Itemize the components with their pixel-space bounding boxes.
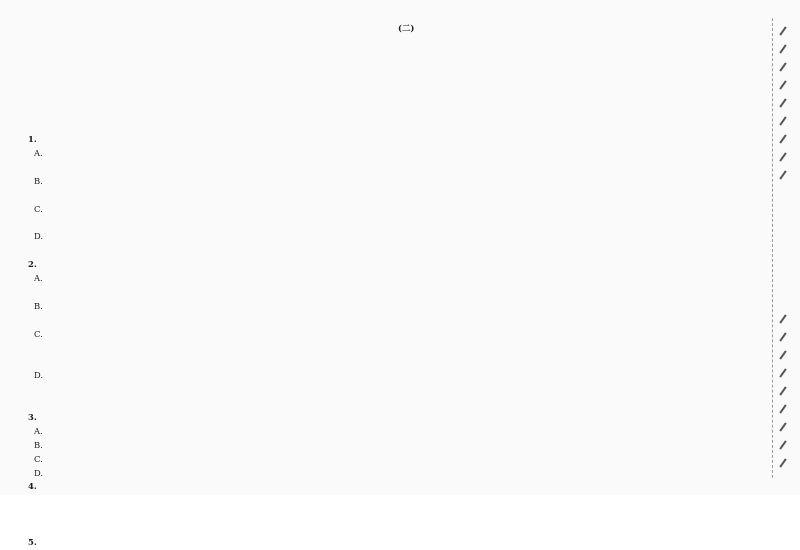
passage-line [398, 139, 764, 153]
passage-line [398, 320, 764, 334]
binding-dash-mark [779, 152, 786, 161]
question-5 [28, 536, 384, 550]
question-1 [28, 133, 384, 147]
binding-dash-mark [779, 44, 786, 53]
question-number: 3. [28, 411, 37, 422]
question-text [42, 411, 384, 425]
option-text-line [28, 397, 384, 411]
option-text [46, 230, 384, 244]
option-letter: A. [34, 148, 43, 159]
option-letter: C. [34, 328, 43, 339]
option-d [28, 467, 384, 481]
option-text-line [28, 314, 384, 328]
passage-line [398, 306, 764, 320]
passage-line [398, 487, 764, 501]
question-number: 4. [28, 481, 37, 492]
passage-line [398, 375, 764, 389]
option-text [46, 272, 384, 286]
binding-dash-mark [779, 350, 786, 359]
passage-line [398, 70, 764, 84]
binding-dash-mark [779, 332, 786, 341]
passage-line [398, 501, 764, 515]
option-text [46, 369, 384, 383]
option-text [46, 425, 384, 439]
passage-line [398, 389, 764, 403]
intro-line [28, 64, 384, 78]
passage-line [398, 84, 764, 98]
question-3 [28, 411, 384, 425]
question-text [42, 133, 384, 147]
passage-line [398, 348, 764, 362]
question-text-line [28, 494, 384, 508]
binding-margin [772, 18, 794, 478]
passage-line [398, 223, 764, 237]
passage-line [398, 264, 764, 278]
option-b [28, 439, 384, 453]
binding-dash-mark [779, 440, 786, 449]
passage-line [398, 98, 764, 112]
intro-line [28, 22, 384, 36]
option-d [28, 230, 384, 244]
option-text [46, 453, 384, 467]
passage-line [398, 181, 764, 195]
passage-line [398, 334, 764, 348]
binding-dash-mark [779, 26, 786, 35]
passage-line [398, 473, 764, 487]
option-c [28, 203, 384, 217]
binding-dash-mark [779, 386, 786, 395]
option-text-line [28, 161, 384, 175]
option-a [28, 425, 384, 439]
question-text-line [28, 522, 384, 536]
option-text-line [28, 286, 384, 300]
binding-dash-mark [779, 80, 786, 89]
source-note [28, 91, 384, 105]
passage-line [398, 403, 764, 417]
binding-dash-mark [779, 170, 786, 179]
question-text [42, 480, 384, 494]
option-letter: C. [34, 203, 43, 214]
option-letter: D. [34, 467, 44, 478]
option-letter: B. [34, 439, 43, 450]
question-text [42, 258, 384, 272]
option-letter: D. [34, 231, 44, 242]
option-text-line [28, 355, 384, 369]
passage-line [398, 362, 764, 376]
passage-line [398, 209, 764, 223]
option-b [28, 300, 384, 314]
reading-instruction [398, 36, 764, 50]
right-column [398, 22, 764, 514]
question-number: 1. [28, 134, 37, 145]
intro-line [28, 36, 384, 50]
option-c [28, 453, 384, 467]
binding-dash-mark [779, 116, 786, 125]
option-text [46, 147, 384, 161]
option-text-line [28, 341, 384, 355]
binding-dash-mark [779, 134, 786, 143]
intro-line [28, 78, 384, 92]
option-text [46, 300, 384, 314]
question-4 [28, 480, 384, 494]
passage-body [398, 70, 764, 515]
question-2 [28, 258, 384, 272]
footnote-line [28, 105, 384, 119]
footnote-line [28, 119, 384, 133]
binding-dash-mark [779, 422, 786, 431]
passage-line [398, 292, 764, 306]
option-text-line [28, 244, 384, 258]
binding-dash-mark [779, 458, 786, 467]
question-number: 2. [28, 259, 37, 270]
option-letter: B. [34, 175, 43, 186]
option-a [28, 272, 384, 286]
binding-dash-mark [779, 368, 786, 377]
option-text [46, 328, 384, 342]
question-number: 5. [28, 536, 37, 547]
option-text-line [28, 383, 384, 397]
passage-line [398, 445, 764, 459]
passage-line [398, 459, 764, 473]
passage-line [398, 417, 764, 431]
intro-line [28, 50, 384, 64]
binding-dash-mark [779, 404, 786, 413]
option-letter: B. [34, 300, 43, 311]
option-d [28, 369, 384, 383]
section-header [398, 22, 764, 36]
option-text-line [28, 189, 384, 203]
option-b [28, 175, 384, 189]
left-column [28, 22, 384, 550]
binding-dash-mark [779, 62, 786, 71]
option-letter: A. [34, 273, 43, 284]
option-letter: C. [34, 453, 43, 464]
question-text-line [28, 508, 384, 522]
passage-line [398, 278, 764, 292]
option-text [46, 467, 384, 481]
passage-line [398, 237, 764, 251]
option-text [46, 175, 384, 189]
option-text-line [28, 216, 384, 230]
option-a [28, 147, 384, 161]
passage-title-row [398, 50, 764, 70]
option-text [46, 439, 384, 453]
option-text [46, 203, 384, 217]
passage-line [398, 125, 764, 139]
section-label: (二) [398, 23, 415, 33]
option-c [28, 328, 384, 342]
option-letter: A. [34, 425, 43, 436]
passage-line [398, 112, 764, 126]
question-text [42, 536, 384, 550]
passage-line [398, 195, 764, 209]
binding-dash-mark [779, 314, 786, 323]
option-letter: D. [34, 370, 44, 381]
binding-dash-mark [779, 98, 786, 107]
passage-line [398, 431, 764, 445]
passage-line [398, 167, 764, 181]
passage-line [398, 250, 764, 264]
passage-line [398, 153, 764, 167]
